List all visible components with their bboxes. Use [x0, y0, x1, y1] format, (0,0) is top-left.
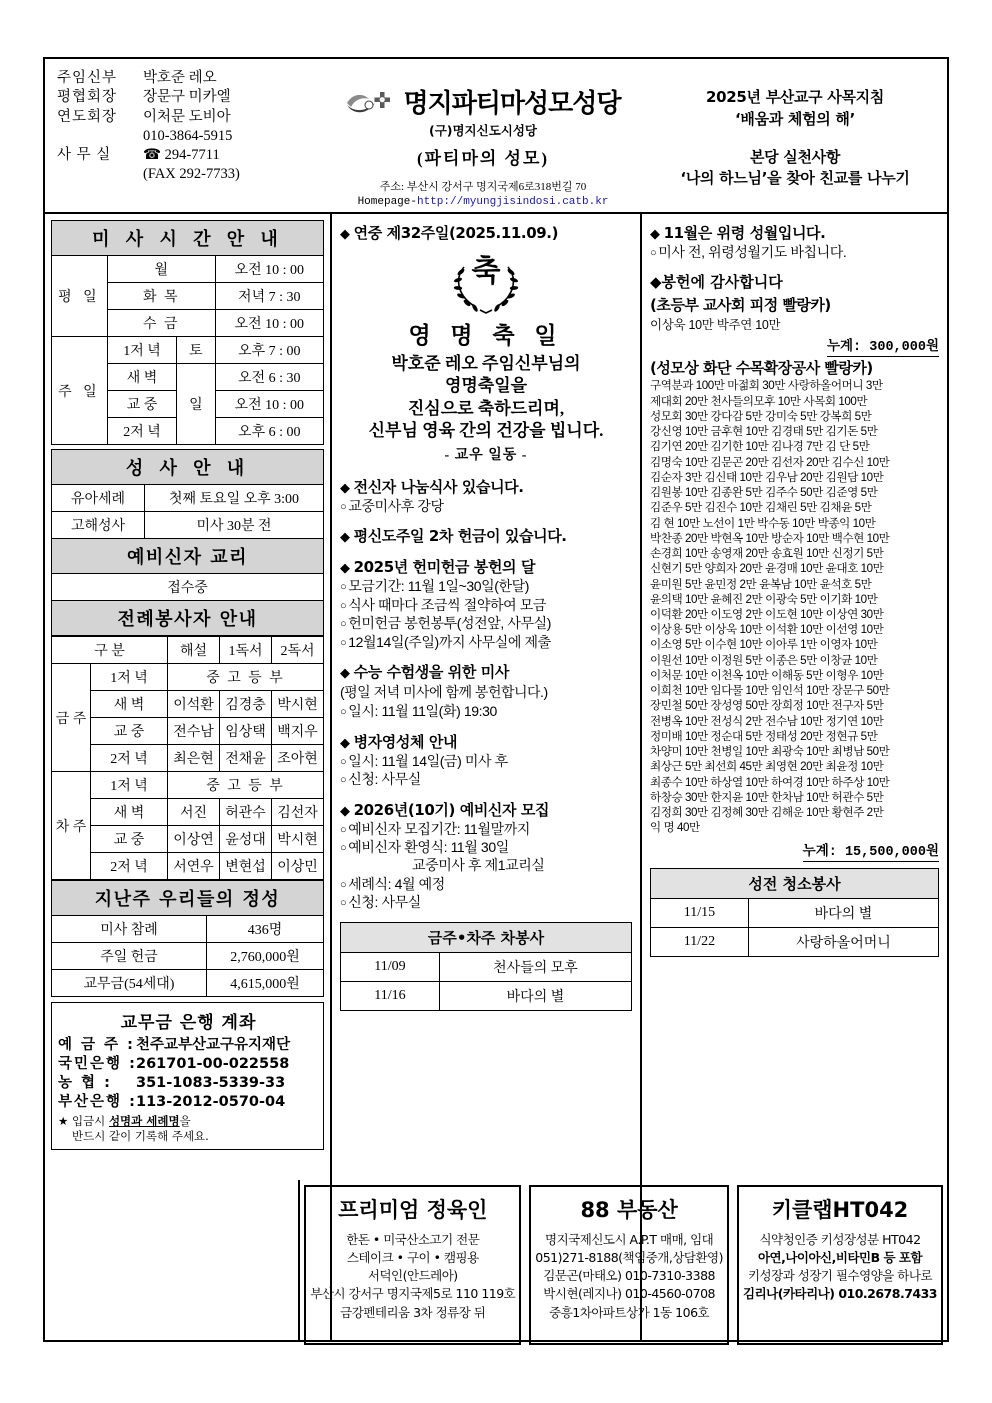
car-service-group-0: 천사들의 모후 [439, 952, 631, 981]
bank-title: 교무금 은행 계좌 [120, 1013, 257, 1033]
sunday-time-0: 오후 7 : 00 [215, 337, 323, 364]
ad-supplement-line-1: 아연,나이아신,비타민B 등 포함 [757, 1250, 923, 1266]
service-table-1-wrap [340, 922, 632, 1011]
notice-meal-head: 전신자 나눔식사 있습니다. [353, 477, 524, 496]
donor-line: 익 명 40만 [650, 821, 700, 835]
donor-line: 최상근 5만 최선희 45만 최영현 20만 최윤정 10만 [650, 760, 884, 774]
ad-realestate-line-4: 중흥1차아파트상가 1동 106호 [549, 1304, 710, 1320]
ad-butcher-line-0: 한돈 • 미국산소고기 전문 [346, 1232, 480, 1247]
sunday-title-row [340, 222, 632, 243]
bank-value-nh: 351-1083-5339-33 [136, 1074, 286, 1091]
church-patron: (파티마의 성모) [416, 149, 550, 168]
offering-label-0: 미사 참례 [52, 916, 207, 943]
ad-supplement-line-0: 식약청인증 키성장성분 HT042 [759, 1232, 921, 1247]
donor-line: 김정희 30만 김정혜 30만 김해운 10만 황현주 2만 [650, 806, 884, 820]
donor-line: 장민철 50만 장성영 50만 장희정 10만 전구자 5만 [650, 699, 884, 713]
celebration-line-0: 박호준 레오 주임신부님의 [391, 354, 581, 373]
notice-rice-offering [340, 556, 632, 651]
table-row [52, 772, 324, 799]
ad-butcher-line-3: 부산시 강서구 명지국제5로 110 119호 [310, 1286, 516, 1302]
bank-value-busan: 113-2012-0570-04 [136, 1093, 286, 1110]
table-row [52, 256, 324, 283]
bullet-icon: ○ [340, 599, 347, 612]
liturgy-row-name: 교 중 [91, 826, 168, 853]
ad-realestate-title: 88 부동산 [580, 1198, 678, 1222]
diocese-guideline-line2: ‘배움과 체험의 해’ [735, 109, 855, 128]
notice-suneung-item-0: 일시: 11월 11일(화) 19:30 [348, 703, 497, 720]
bank-note [58, 1114, 319, 1143]
liturgy-cell: 박시현 [272, 691, 324, 718]
liturgy-this-week-label: 금 주 [52, 664, 91, 772]
offering-value-0: 436명 [207, 916, 324, 943]
bullet-icon: ○ [340, 841, 347, 854]
notice-anointing-item-1: 신청: 사무실 [348, 771, 421, 788]
liturgy-col-1: 해설 [168, 637, 220, 664]
car-service-date-1: 11/16 [341, 981, 440, 1010]
donor-line: 김원봉 10만 김종완 5만 김주수 50만 김준영 5만 [650, 486, 878, 500]
service-table-2-wrap [650, 868, 939, 957]
liturgy-cell: 임상택 [220, 718, 272, 745]
car-service-date-0: 11/09 [341, 952, 440, 981]
notice-memorial-month [650, 222, 939, 261]
ad-realestate-line-3: 박시현(레지나) 010-4560-0708 [543, 1286, 715, 1302]
bullet-icon: ○ [340, 581, 347, 594]
ad-butcher-line-1: 스테이크 • 구이 • 캠핑용 [346, 1250, 479, 1266]
contact-row-pastor [57, 69, 323, 88]
donor-line: 차양미 10만 천병일 10만 최광숙 10만 최병남 50만 [650, 745, 890, 759]
donation-group1-entry: 이상욱 10만 박주연 10만 [650, 318, 781, 333]
bank-note-tail: 을 [179, 1114, 191, 1129]
ad-slot-left-placeholder [45, 1180, 300, 1340]
contact-row-yeondo [57, 108, 323, 127]
donor-line: 이처문 10만 이천옥 10만 이해동 5만 이형우 10만 [650, 668, 884, 682]
donor-line: 성모회 30만 강다감 5만 강미숙 5만 강복희 5만 [650, 409, 872, 423]
memorial-item: 미사 전, 위령성월기도 바칩니다. [658, 244, 847, 260]
liturgy-cell: 이상민 [272, 853, 324, 880]
bullet-icon: ○ [340, 823, 347, 836]
bullet-icon: ○ [340, 706, 347, 719]
donor-line: 이상용 5만 이상욱 10만 이석환 10만 이선영 10만 [650, 623, 884, 637]
donor-line: 이덕환 20만 이도영 2만 이도현 10만 이상연 30만 [650, 607, 884, 621]
notice-rice-item-0: 모금기간: 11월 1일~30일(한달) [348, 578, 530, 595]
bank-row-nh [58, 1074, 319, 1093]
celebration-title: 영 명 축 일 [408, 323, 564, 348]
notice-anointing [340, 731, 632, 789]
table-header-row [52, 637, 324, 664]
sacrament-label-1: 고해성사 [52, 512, 145, 539]
notice-rice-head: 2025년 헌미헌금 봉헌의 달 [353, 558, 536, 577]
liturgy-cell: 김경충 [220, 691, 272, 718]
homepage-label: Homepage- [357, 196, 417, 208]
sacrament-value-0: 첫째 토요일 오후 3:00 [145, 485, 324, 512]
notice-recruit-item-0: 예비신자 모집기간: 11월말까지 [348, 820, 530, 837]
liturgy-row-name: 1저 녁 [91, 772, 168, 799]
middle-column [332, 214, 642, 1340]
weekday-time-2: 오전 10 : 00 [215, 310, 323, 337]
memorial-head: 11월은 위령 성월입니다. [663, 224, 826, 242]
table-row [52, 799, 324, 826]
donor-line: 이희천 10만 임다물 10만 임인석 10만 장문구 50만 [650, 684, 890, 698]
contact-label-office: 사 무 실 [57, 147, 112, 164]
donor-line: 이원선 10만 이정원 5만 이종은 5만 이창균 10만 [650, 653, 878, 667]
notice-recruit-head: 2026년(10기) 예비신자 모집 [353, 800, 550, 819]
liturgy-table [51, 636, 324, 880]
weekday-time-1: 저녁 7 : 30 [215, 283, 323, 310]
liturgy-cell: 서진 [168, 799, 220, 826]
donation-group2-total-wrap [650, 839, 939, 860]
offering-value-1: 2,760,000원 [207, 943, 324, 970]
notice-recruit-item-1: 예비신자 환영식: 11월 30일 [348, 838, 509, 855]
donation-group2-list [650, 378, 939, 835]
offering-value-2: 4,615,000원 [207, 970, 324, 997]
bank-note-emphasis: 성명과 세례명 [108, 1114, 180, 1129]
diamond-icon: ◆ [650, 273, 662, 292]
donor-line: 구역분과 100만 마젊회 30만 사랑하올어머니 3만 [650, 379, 883, 393]
homepage-url[interactable]: http://myungjisindosi.catb.kr [416, 196, 609, 208]
mass-schedule-title: 미 사 시 간 안 내 [52, 221, 324, 256]
ad-slot-1 [300, 1180, 525, 1340]
notice-rice-item-3: 12월14일(주일)까지 사무실에 제출 [348, 633, 551, 650]
bullet-icon: ○ [340, 878, 347, 891]
liturgy-cell: 허관수 [220, 799, 272, 826]
notice-recruit-indented: 교중미사 후 제1교리실 [412, 857, 545, 874]
catechumen-status: 접수중 [52, 574, 324, 601]
ad-realestate[interactable] [529, 1185, 729, 1345]
liturgy-cell: 조아현 [272, 745, 324, 772]
bullet-icon: ○ [340, 897, 347, 910]
bank-row-kb [58, 1055, 319, 1074]
bulletin-page [43, 57, 949, 1342]
ad-supplement-title: 키클랩HT042 [771, 1198, 909, 1222]
diamond-icon: ◆ [340, 480, 350, 496]
cleaning-service-date-1: 11/22 [651, 927, 749, 956]
diamond-icon: ◆ [340, 227, 350, 242]
celebration-line-3: 신부님 영육 간의 건강을 빕니다. [368, 421, 604, 441]
table-row [52, 485, 324, 512]
car-service-table [340, 922, 632, 1011]
liturgy-cell: 이상연 [168, 826, 220, 853]
notice-recruit-item-2: 세례식: 4월 예정 [348, 875, 445, 892]
contact-value-yeondo: 이처문 도비아 [143, 108, 231, 125]
ad-slot-3 [733, 1180, 947, 1340]
church-identity [323, 59, 643, 212]
liturgy-row-name: 2저 녁 [91, 745, 168, 772]
liturgy-row-name: 새 벽 [91, 691, 168, 718]
liturgy-cell: 변현섭 [220, 853, 272, 880]
donor-line: 윤의택 10만 윤혜진 2만 이광숙 5만 이기화 10만 [650, 592, 878, 606]
table-row [341, 952, 632, 981]
contact-label-council: 평협회장 [57, 89, 118, 106]
donation-group1-total-wrap [650, 334, 939, 355]
contact-row-council [57, 88, 323, 107]
weekday-day-0: 월 [107, 256, 215, 283]
bank-value-holder: 천주교부산교구유지재단 [136, 1037, 291, 1053]
cleaning-service-group-0: 바다의 별 [748, 898, 938, 927]
ad-butcher-line-4: 금강펜테리움 3차 정류장 뒤 [340, 1304, 486, 1320]
car-service-group-1: 바다의 별 [439, 981, 631, 1010]
donor-line: 신현기 5만 양희자 20만 윤경매 10만 윤대호 10만 [650, 562, 884, 576]
weekday-time-0: 오전 10 : 00 [215, 256, 323, 283]
bank-value-kb: 261701-00-022558 [136, 1055, 290, 1072]
table-row [52, 574, 324, 601]
church-logo-icon [345, 87, 397, 117]
notice-meal [340, 476, 632, 515]
contact-value-pastor: 박호준 레오 [143, 70, 217, 86]
sacrament-value-1: 미사 30분 전 [145, 512, 324, 539]
donor-line: 최종수 10만 하상열 10만 하여경 10만 하주상 10만 [650, 775, 890, 789]
bank-row-holder [58, 1036, 319, 1055]
ad-supplement[interactable] [737, 1185, 943, 1345]
bullet-icon: ○ [340, 636, 347, 649]
church-name: 명지파티마성모성당 [403, 89, 621, 119]
notice-suneung-head: 수능 수험생을 위한 미사 [353, 663, 509, 682]
notice-catechumen-recruit [340, 799, 632, 912]
donation-group2-title: (성모상 화단 수목확장공사 빨랑카) [650, 359, 873, 378]
offering-label-2: 교무금(54세대) [52, 970, 207, 997]
liturgy-row-name: 새 벽 [91, 799, 168, 826]
church-former-name: (구)명지신도시성당 [428, 123, 538, 138]
liturgy-col-0: 구 분 [52, 637, 168, 664]
bullet-icon: ○ [340, 618, 347, 631]
table-row [651, 927, 939, 956]
diamond-icon: ◆ [340, 803, 350, 819]
sunday-time-2: 오전 10 : 00 [215, 391, 323, 418]
sunday-dow-sat: 토 [177, 337, 215, 364]
table-row [341, 981, 632, 1010]
liturgy-cell: 윤성대 [220, 826, 272, 853]
donor-line: 김 현 10만 노선이 1만 박수동 10만 박종익 10만 [650, 516, 876, 530]
celebration-line-2: 진심으로 축하드리며, [407, 398, 565, 418]
notice-anointing-item-0: 일시: 11월 14일(금) 미사 후 [348, 752, 508, 769]
mass-schedule-table [51, 220, 324, 445]
diamond-icon: ◆ [340, 530, 350, 546]
office-phone: ☎ 294-7711 [143, 147, 220, 164]
bank-note-star: ★ 입금시 [58, 1114, 106, 1129]
donor-line: 손경희 10만 송영재 20만 송효원 10만 신정기 5만 [650, 547, 884, 561]
table-row [52, 718, 324, 745]
offerings-table [51, 880, 324, 997]
sunday-dow-sun: 일 [177, 364, 215, 445]
offerings-title: 지난주 우리들의 정성 [52, 881, 324, 916]
ad-realestate-line-2: 김문곤(마태오) 010-7310-3388 [543, 1268, 715, 1284]
sunday-name-0: 1저 녁 [107, 337, 176, 364]
diocese-guideline-line1: 2025년 부산교구 사목지침 [705, 88, 885, 106]
notice-meal-item-0: 교중미사후 강당 [348, 497, 444, 514]
sunday-name-3: 2저 녁 [107, 418, 176, 445]
table-row [52, 916, 324, 943]
liturgy-next-week-label: 차 주 [52, 772, 91, 880]
contact-value-council: 장문구 미카엘 [143, 89, 231, 106]
bullet-icon: ○ [340, 500, 347, 513]
parish-practice-line2: ‘나의 하느님’을 찾아 친교를 나누기 [680, 169, 910, 188]
ad-realestate-line-1: 051)271-8188(책임중개,상담환영) [535, 1250, 724, 1266]
contact-label-pastor: 주임신부 [57, 70, 118, 86]
liturgy-cell: 김선자 [272, 799, 324, 826]
cleaning-service-group-1: 사랑하올어머니 [748, 927, 938, 956]
notice-laity-head: 평신도주일 2차 헌금이 있습니다. [353, 527, 567, 546]
offering-label-1: 주일 헌금 [52, 943, 207, 970]
sunday-title: 연중 제32주일(2025.11.09.) [353, 224, 559, 242]
parish-contacts [45, 59, 323, 212]
donation-group1-total: 누계: 300,000원 [826, 340, 939, 356]
donor-line: 강신영 10만 금후현 10만 김경태 5만 김기돈 5만 [650, 425, 878, 439]
liturgy-row-span: 중 고 등 부 [168, 664, 324, 691]
bullet-icon: ○ [650, 247, 657, 259]
sacraments-table [51, 449, 324, 636]
liturgy-cell: 백지우 [272, 718, 324, 745]
car-service-title: 금주•차주 차봉사 [341, 922, 632, 952]
spacer [643, 131, 947, 147]
sacrament-label-0: 유아세례 [52, 485, 145, 512]
cleaning-service-table [650, 868, 939, 957]
donor-line: 전병옥 10만 전성식 2만 전수남 10만 정기연 10만 [650, 714, 884, 728]
bullet-icon: ○ [340, 755, 347, 768]
ad-butcher[interactable] [304, 1185, 521, 1345]
notice-rice-item-1: 식사 때마다 조금씩 절약하여 모금 [348, 596, 546, 613]
liturgy-cell: 전수남 [168, 718, 220, 745]
ad-supplement-line-2: 키성장과 성장기 필수영양을 하나로 [747, 1268, 933, 1284]
celebration-block [340, 249, 632, 464]
liturgy-cell: 이석환 [168, 691, 220, 718]
liturgy-row-name: 1저 녁 [91, 664, 168, 691]
table-row [52, 337, 324, 364]
weekday-day-2: 수 금 [107, 310, 215, 337]
notice-suneung-mass [340, 661, 632, 720]
contact-label-yeondo: 연도회장 [57, 108, 118, 125]
table-row [52, 691, 324, 718]
donor-line: 김순자 3만 김신태 10만 김우남 20만 김원담 10만 [650, 470, 884, 484]
table-row [651, 898, 939, 927]
cleaning-service-title: 성전 청소봉사 [651, 868, 939, 898]
diamond-icon: ◆ [340, 561, 350, 577]
sunday-time-1: 오전 6 : 30 [215, 364, 323, 391]
donor-line: 정미배 10만 정순대 5만 정태성 20만 정현규 5만 [650, 729, 878, 743]
table-row [52, 512, 324, 539]
church-homepage [323, 196, 643, 208]
svg-text:축: 축 [471, 254, 501, 289]
liturgy-title: 전례봉사자 안내 [52, 601, 324, 636]
advertisement-row [45, 1180, 947, 1340]
church-address: 주소: 부산시 강서구 명지국제6로318번길 70 [379, 181, 587, 193]
ad-supplement-line-3: 김리나(카타리나) 010.2678.7433 [743, 1286, 937, 1302]
notice-recruit-item-3: 신청: 사무실 [348, 894, 421, 911]
bank-note-line2: 반드시 같이 기록해 주세요. [72, 1128, 209, 1143]
weekday-label: 평 일 [52, 256, 108, 337]
wreath-icon [434, 249, 538, 315]
sunday-label: 주 일 [52, 337, 108, 445]
bank-row-busan [58, 1093, 319, 1112]
bank-key-kb: 국민은행 : [58, 1055, 137, 1072]
sunday-time-3: 오후 6 : 00 [215, 418, 323, 445]
liturgy-row-name: 2저 녁 [91, 853, 168, 880]
bank-key-busan: 부산은행 : [58, 1093, 137, 1110]
table-row [52, 943, 324, 970]
diamond-icon: ◆ [340, 666, 350, 682]
donor-line: 박찬종 20만 박현옥 10만 방순자 10만 백수현 10만 [650, 531, 890, 545]
donation-thanks-head: 봉헌에 감사합니다 [661, 273, 783, 292]
donor-line: 하창승 30만 한지윤 10만 한차남 10만 허관수 5만 [650, 790, 884, 804]
donor-line: 김명숙 10만 김문곤 20만 김선자 20만 김수신 10만 [650, 455, 890, 469]
table-row [52, 970, 324, 997]
liturgy-cell: 전채윤 [220, 745, 272, 772]
sacraments-title: 성 사 안 내 [52, 450, 324, 485]
notice-rice-item-2: 헌미헌금 봉헌봉투(성전앞, 사무실) [348, 615, 551, 632]
parish-practice-line1: 본당 실천사항 [749, 147, 841, 166]
liturgy-cell: 최은현 [168, 745, 220, 772]
celebration-line-1: 영명축일을 [444, 376, 528, 396]
bank-key-nh: 농 협 : [58, 1074, 112, 1091]
liturgy-row-name: 교 중 [91, 718, 168, 745]
donation-group2-total: 누계: 15,500,000원 [802, 844, 939, 860]
bulletin-header [45, 59, 947, 214]
notice-anointing-head: 병자영성체 안내 [353, 732, 458, 751]
donor-line: 윤미원 5만 윤민정 2만 윤복남 10만 윤석호 5만 [650, 577, 872, 591]
contact-row-office [57, 146, 323, 165]
diamond-icon: ◆ [650, 227, 660, 242]
sunday-name-1: 새 벽 [107, 364, 176, 391]
donor-line: 김준우 5만 김진수 10만 김채린 5만 김채윤 5만 [650, 501, 872, 515]
left-column [45, 214, 332, 1340]
ad-slot-2 [525, 1180, 733, 1340]
bullet-icon: ○ [340, 774, 347, 787]
table-row [52, 745, 324, 772]
donation-section [650, 271, 939, 859]
table-row [52, 853, 324, 880]
right-column [642, 214, 947, 1340]
liturgy-cell: 서연우 [168, 853, 220, 880]
notice-laity-collection [340, 525, 632, 546]
notice-suneung-paren: (평일 저녁 미사에 함께 봉헌합니다.) [340, 684, 548, 701]
donation-group1-title: (초등부 교사회 피정 빨랑카) [650, 296, 831, 315]
liturgy-col-3: 2독서 [272, 637, 324, 664]
table-row [52, 664, 324, 691]
bulletin-body [45, 214, 947, 1340]
ad-butcher-line-2: 서덕인(안드레아) [367, 1268, 458, 1284]
liturgy-col-2: 1독서 [220, 637, 272, 664]
ad-butcher-title: 프리미엄 정육인 [338, 1198, 488, 1222]
bank-key-holder: 예 금 주 : [58, 1037, 135, 1053]
diamond-icon: ◆ [340, 735, 350, 751]
donor-line: 이소영 5만 이수현 10만 이아루 1만 이영자 10만 [650, 638, 878, 652]
donor-line: 김기연 20만 김기한 10만 김나경 7만 김 단 5만 [650, 440, 870, 454]
diocese-theme [643, 59, 947, 212]
church-logo-row [323, 83, 643, 120]
sunday-name-2: 교 중 [107, 391, 176, 418]
cleaning-service-date-0: 11/15 [651, 898, 749, 927]
bank-account-box [51, 1002, 324, 1150]
office-fax: (FAX 292-7733) [143, 166, 240, 183]
celebration-signature: - 교우 일동 - [444, 447, 528, 463]
table-row [52, 826, 324, 853]
catechumen-title: 예비신자 교리 [52, 539, 324, 574]
liturgy-row-span: 중 고 등 부 [168, 772, 324, 799]
contact-mobile: 010-3864-5915 [143, 127, 233, 144]
liturgy-cell: 박시현 [272, 826, 324, 853]
donor-line: 제대회 20만 천사들의모후 10만 사목회 100만 [650, 394, 868, 408]
ad-realestate-line-0: 명지국제신도시 A.P.T 매매, 임대 [545, 1232, 714, 1247]
weekday-day-1: 화 목 [107, 283, 215, 310]
